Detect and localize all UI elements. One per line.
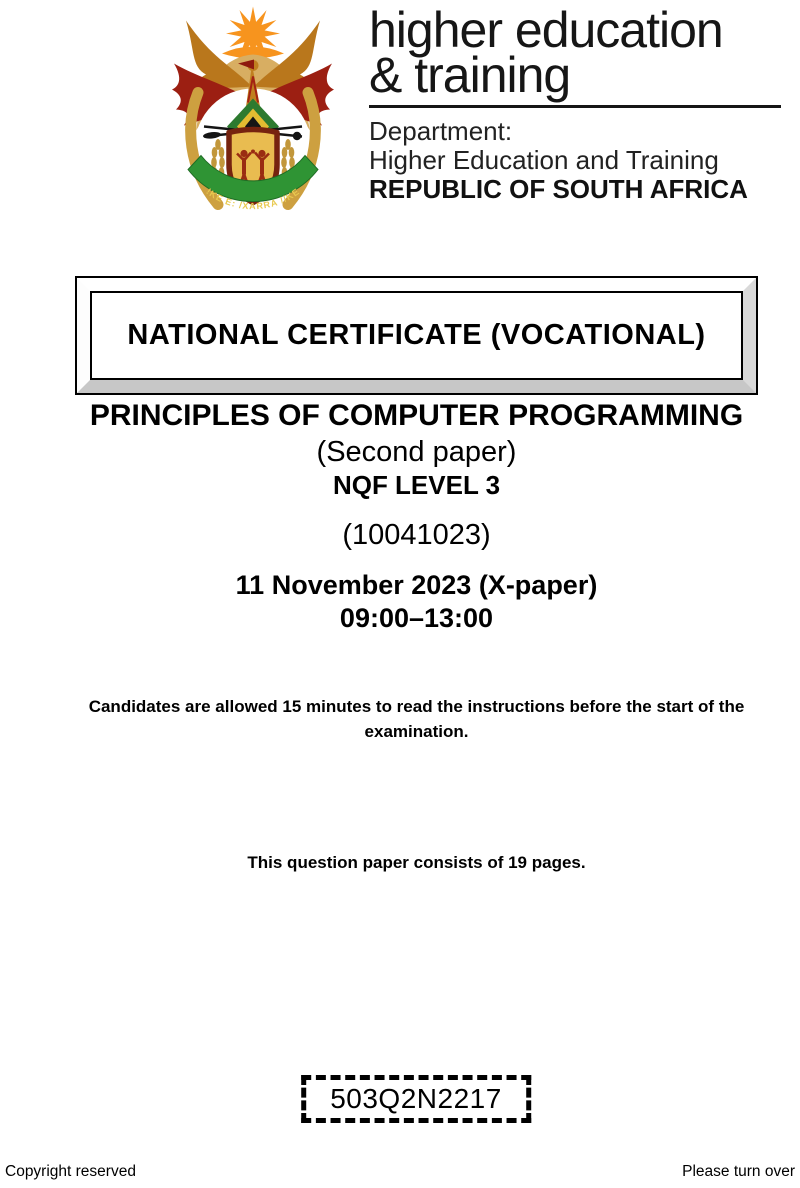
brand-line-1: higher education [369, 2, 723, 58]
paper-code: 503Q2N2217 [330, 1083, 502, 1114]
subject-code: (10041023) [342, 519, 491, 551]
coat-of-arms-icon [168, 6, 338, 222]
subject-title: PRINCIPLES OF COMPUTER PROGRAMMING [89, 399, 744, 432]
department-block [369, 117, 748, 204]
exam-time: 09:00–13:00 [339, 603, 494, 633]
motto-text: !KE E: /XARRA //KE [204, 186, 302, 212]
brand-logotype [369, 2, 791, 103]
department-name: Higher Education and Training [369, 145, 719, 175]
brand-line-2: & training [369, 47, 571, 103]
sun-icon [222, 7, 284, 61]
nqf-level: NQF LEVEL 3 [332, 470, 501, 500]
department-label: Department: [369, 116, 513, 146]
country-name: REPUBLIC OF SOUTH AFRICA [369, 174, 748, 204]
paper-code-box [301, 1075, 531, 1123]
paper-subtitle: (Second paper) [316, 436, 517, 468]
certificate-box-inner [90, 291, 743, 380]
instructions-note: Candidates are allowed 15 minutes to read the instructions before the start of the examination. [88, 697, 745, 741]
turn-over-notice: Please turn over [682, 1163, 795, 1180]
page-count-note: This question paper consists of 19 pages. [247, 853, 586, 872]
certificate-box-bevel [77, 278, 756, 393]
masthead-divider [369, 105, 781, 108]
certificate-box [75, 276, 758, 395]
exam-date: 11 November 2023 (X-paper) [235, 570, 598, 600]
certificate-title: NATIONAL CERTIFICATE (VOCATIONAL) [127, 319, 706, 351]
copyright-notice: Copyright reserved [5, 1163, 136, 1180]
